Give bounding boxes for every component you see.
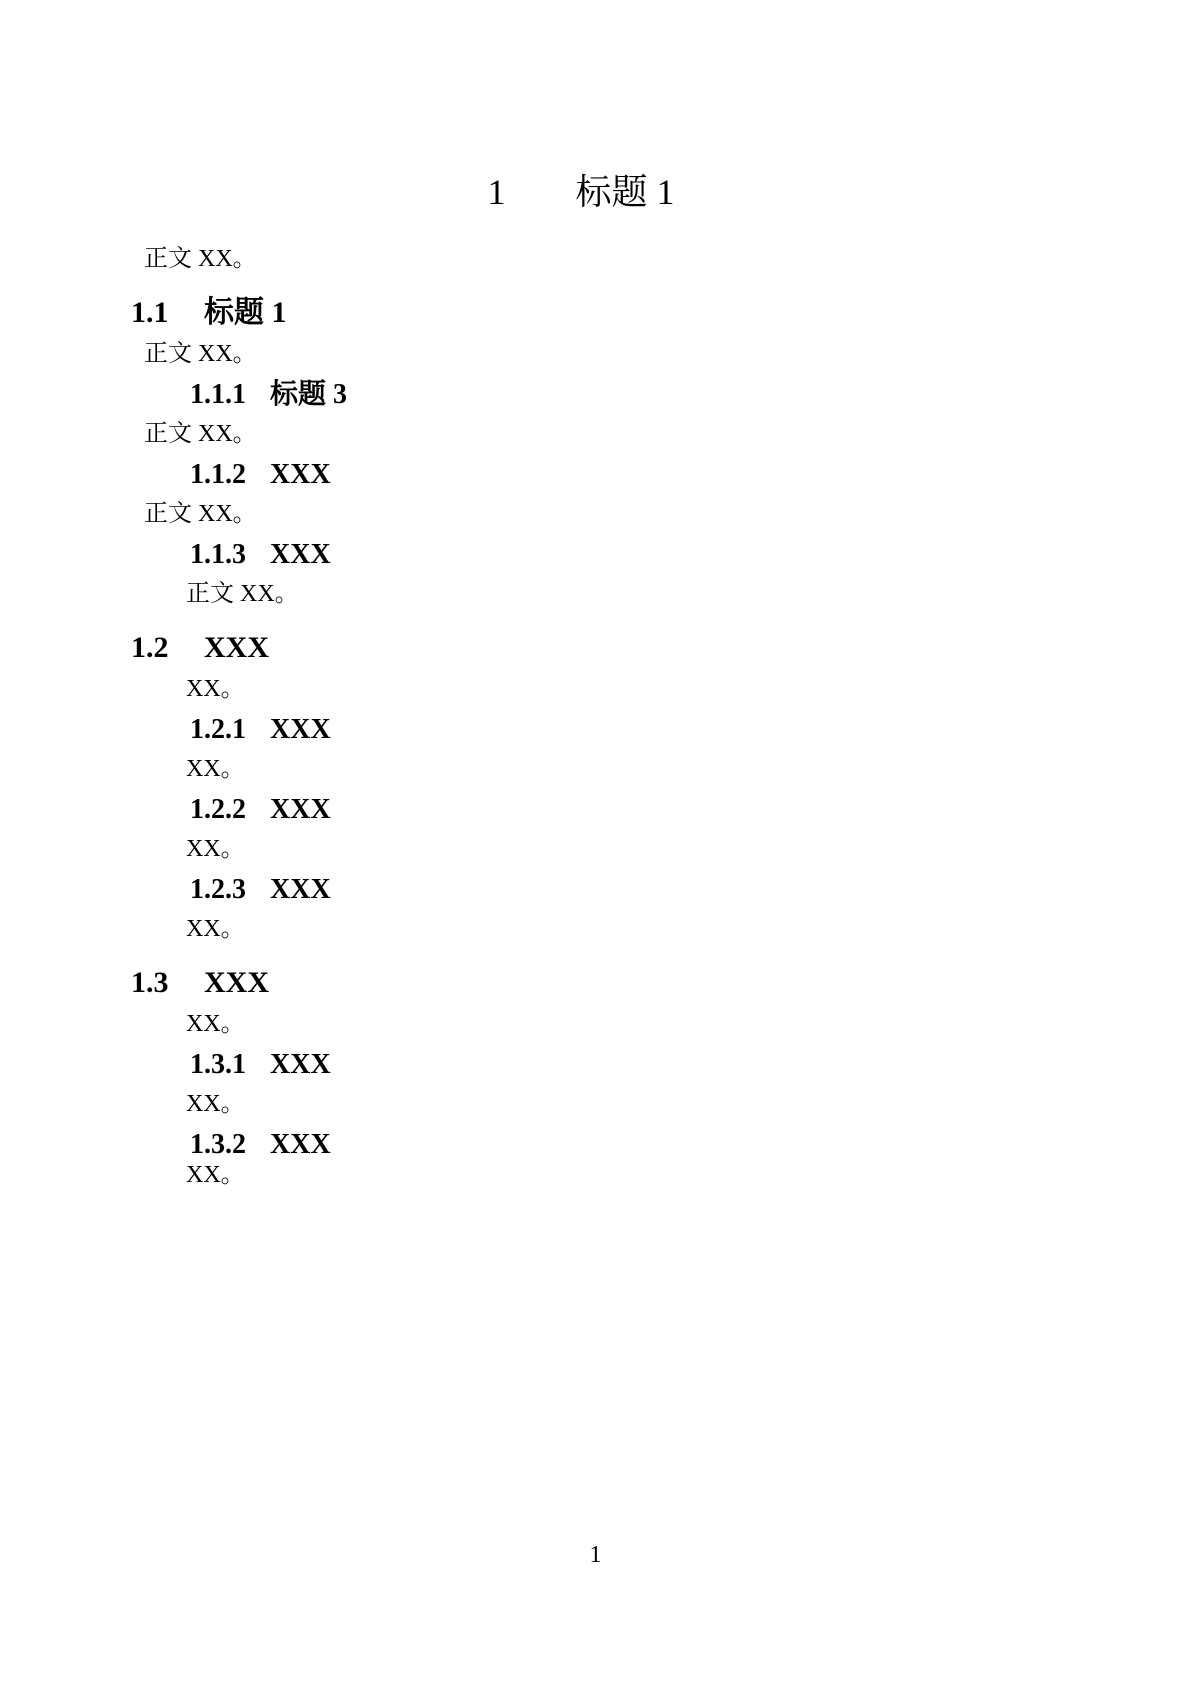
heading-number: 1.3 [131, 966, 169, 999]
heading-label: XXX [270, 1129, 331, 1160]
body-paragraph: XX。 [186, 916, 245, 942]
heading-level-3 [190, 539, 1071, 571]
body-paragraph: XX。 [186, 756, 245, 782]
heading-number: 1.1.1 [190, 379, 246, 410]
body-paragraph: 正文 XX。 [144, 246, 257, 272]
heading-number: 1.1.3 [190, 539, 246, 570]
heading-level-3 [190, 459, 1071, 491]
heading-level-3 [190, 794, 1071, 826]
heading-number: 1.2.3 [190, 874, 246, 905]
heading-number: 1.2.1 [190, 714, 246, 745]
heading-number: 1.1 [131, 296, 169, 329]
body-paragraph: 正文 XX。 [186, 581, 299, 607]
page-number: 1 [589, 1542, 602, 1568]
title-number: 1 [487, 172, 506, 212]
heading-number: 1.3.1 [190, 1049, 246, 1080]
heading-level-2 [131, 295, 1071, 331]
heading-label: XXX [270, 1049, 331, 1080]
heading-label: XXX [270, 539, 331, 570]
body-paragraph: 正文 XX。 [144, 421, 257, 447]
heading-label: XXX [270, 459, 331, 490]
body-paragraph: XX。 [186, 836, 245, 862]
heading-label: 标题 3 [270, 379, 348, 410]
heading-level-3 [190, 714, 1071, 746]
heading-level-3 [190, 379, 1071, 411]
heading-level-2 [131, 630, 1071, 666]
title-label: 标题 1 [575, 172, 675, 212]
body-paragraph: XX。 [186, 1091, 245, 1117]
heading-label: XXX [270, 874, 331, 905]
heading-number: 1.3.2 [190, 1129, 246, 1160]
heading-number: 1.2.2 [190, 794, 246, 825]
heading-label: 标题 1 [204, 296, 287, 329]
heading-label: XXX [270, 794, 331, 825]
body-paragraph: 正文 XX。 [144, 341, 257, 367]
heading-level-2 [131, 965, 1071, 1001]
document-body [131, 245, 1071, 1189]
heading-number: 1.1.2 [190, 459, 246, 490]
heading-label: XXX [204, 966, 269, 999]
document-title [131, 171, 1031, 213]
heading-level-3 [190, 1049, 1071, 1081]
heading-number: 1.2 [131, 631, 169, 664]
heading-label: XXX [270, 714, 331, 745]
heading-label: XXX [204, 631, 269, 664]
body-paragraph: XX。 [186, 1162, 245, 1188]
body-paragraph: 正文 XX。 [144, 501, 257, 527]
body-paragraph: XX。 [186, 1011, 245, 1037]
heading-level-3 [190, 874, 1071, 906]
body-paragraph: XX。 [186, 676, 245, 702]
heading-level-3 [190, 1129, 1071, 1161]
